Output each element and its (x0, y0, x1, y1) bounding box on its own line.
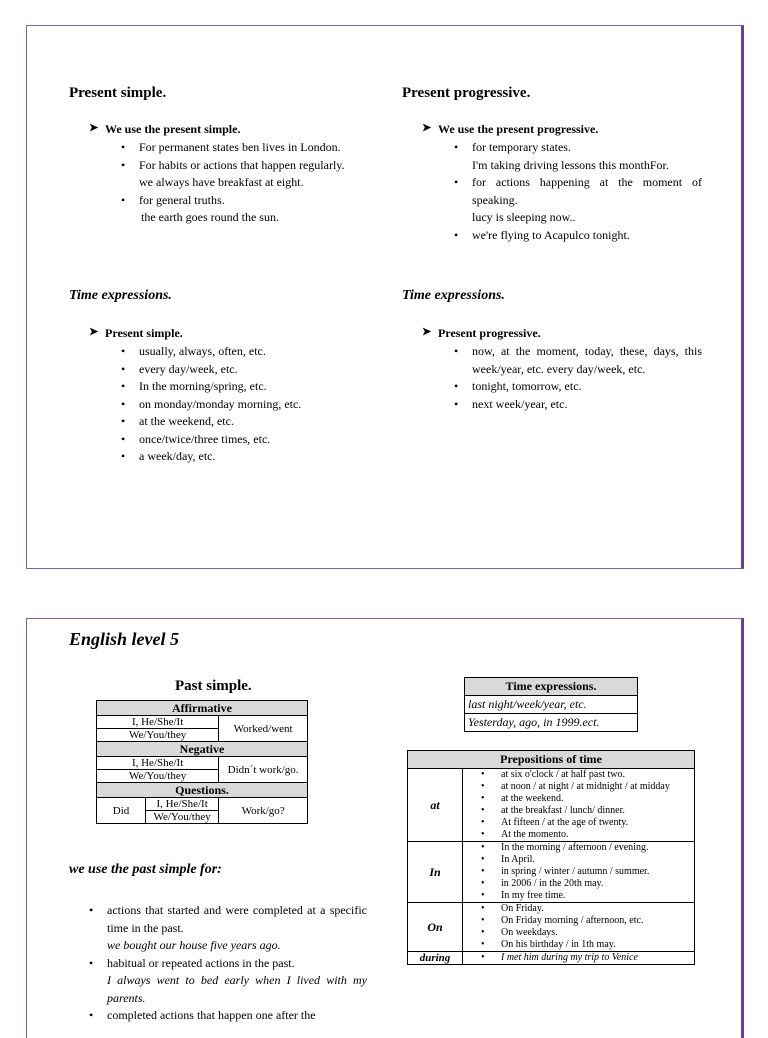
affirmative-header: Affirmative (97, 701, 308, 716)
table-cell: I, He/She/It (97, 757, 219, 770)
list-item: • once/twice/three times, etc. (117, 431, 367, 449)
present-simple-title: Present simple. (69, 85, 167, 101)
list-item: • On Friday morning / afternoon, etc. (463, 915, 691, 927)
preposition-label: during (408, 952, 463, 965)
present-simple-column (69, 85, 369, 227)
present-progressive-title: Present progressive. (402, 85, 531, 101)
time-expressions-title: Time expressions. (69, 288, 172, 303)
list-item: • at the breakfast / lunch/ dinner. (463, 805, 691, 817)
present-progressive-use-heading: ➤ We use the present progressive. (422, 122, 599, 136)
list-item: • at the weekend. (463, 793, 691, 805)
page-header: English level 5 (69, 629, 180, 649)
questions-header: Questions. (97, 783, 308, 798)
table-cell: We/You/they (97, 770, 219, 783)
arrow-bullet-icon: ➤ (89, 326, 99, 338)
list-item: • I met him during my trip to Venice (463, 952, 691, 964)
list-item: • now, at the moment, today, these, days, this week/year, etc. every day/week, etc. (450, 343, 702, 378)
preposition-label: On (408, 903, 463, 952)
table-cell: We/You/they (146, 811, 219, 824)
list-item: • In my free time. (463, 890, 691, 902)
list-item: • At the momento. (463, 829, 691, 841)
prepositions-of-time-table (407, 750, 695, 965)
example-text: we always have breakfast at eight. (139, 175, 304, 189)
table-cell: Yesterday, ago, in 1999.ect. (465, 714, 638, 732)
present-progressive-column (402, 85, 702, 244)
arrow-bullet-icon: ➤ (422, 326, 432, 338)
time-expressions-header: Time expressions. (465, 678, 638, 696)
table-cell: I, He/She/It (97, 716, 219, 729)
arrow-bullet-icon: ➤ (422, 122, 432, 134)
list-item: • actions that started and were completed at a specific time in the past. (85, 902, 367, 937)
list-item: • In the morning/spring, etc. (117, 378, 367, 396)
table-cell: Worked/went (219, 716, 308, 742)
list-item: • next week/year, etc. (450, 396, 702, 414)
document-page-2 (26, 618, 744, 1038)
preposition-label: at (408, 769, 463, 842)
table-cell: last night/week/year, etc. (465, 696, 638, 714)
table-cell: Work/go? (219, 798, 308, 824)
past-simple-uses (85, 902, 367, 1025)
prepositions-header: Prepositions of time (408, 751, 695, 769)
list-item: • at the weekend, etc. (117, 413, 367, 431)
list-item: • For permanent states ben lives in London. (117, 139, 367, 157)
list-item: • we're flying to Acapulco tonight. (450, 227, 702, 245)
list-item: • completed actions that happen one after the (85, 1007, 367, 1025)
list-item: • On his birthday / in 1th may. (463, 939, 691, 951)
list-item: • tonight, tomorrow, etc. (450, 378, 702, 396)
table-cell: Did (97, 798, 146, 824)
list-item: • for temporary states. (450, 139, 702, 157)
list-item: • for actions happening at the moment of speaking. (450, 174, 702, 209)
table-cell: We/You/they (97, 729, 219, 742)
list-item: • on monday/monday morning, etc. (117, 396, 367, 414)
preposition-label: In (408, 842, 463, 903)
arrow-bullet-icon: ➤ (89, 122, 99, 134)
time-expressions-heading: ➤ Present progressive. (422, 326, 541, 340)
list-item: • for general truths. (117, 192, 367, 210)
list-item: • For habits or actions that happen regularly. (117, 157, 367, 175)
present-simple-use-heading: ➤ We use the present simple. (89, 122, 241, 136)
table-cell: Didn´t work/go. (219, 757, 308, 783)
list-item: • at six o'clock / at half past two. (463, 769, 691, 781)
list-item: • in 2006 / in the 20th may. (463, 878, 691, 890)
past-simple-title: Past simple. (175, 678, 252, 694)
list-item: • at noon / at night / at midnight / at midday (463, 781, 691, 793)
example-text: I always went to bed early when I lived with my parents. (107, 973, 367, 1005)
example-text: lucy is sleeping now.. (472, 210, 576, 224)
example-text: we bought our house five years ago. (107, 938, 281, 952)
list-item: • In the morning / afternoon / evening. (463, 842, 691, 854)
past-simple-use-title: we use the past simple for: (69, 862, 222, 877)
list-item: • On weekdays. (463, 927, 691, 939)
past-simple-table (96, 700, 308, 824)
list-item: • every day/week, etc. (117, 361, 367, 379)
example-text: the earth goes round the sun. (141, 210, 279, 224)
present-progressive-time-expressions (402, 288, 702, 413)
time-expressions-heading: ➤ Present simple. (89, 326, 183, 340)
past-time-expressions-table (464, 677, 638, 732)
list-item: • usually, always, often, etc. (117, 343, 367, 361)
table-cell: I, He/She/It (146, 798, 219, 811)
list-item: • In April. (463, 854, 691, 866)
list-item: • in spring / winter / autumn / summer. (463, 866, 691, 878)
time-expressions-title: Time expressions. (402, 288, 505, 303)
example-text: I'm taking driving lessons this monthFor. (472, 157, 669, 172)
list-item: • habitual or repeated actions in the past. (85, 955, 367, 973)
list-item: • At fifteen / at the age of twenty. (463, 817, 691, 829)
list-item: • On Friday. (463, 903, 691, 915)
negative-header: Negative (97, 742, 308, 757)
list-item: • a week/day, etc. (117, 448, 367, 466)
present-simple-time-expressions (69, 288, 369, 466)
document-page-1 (26, 25, 744, 569)
